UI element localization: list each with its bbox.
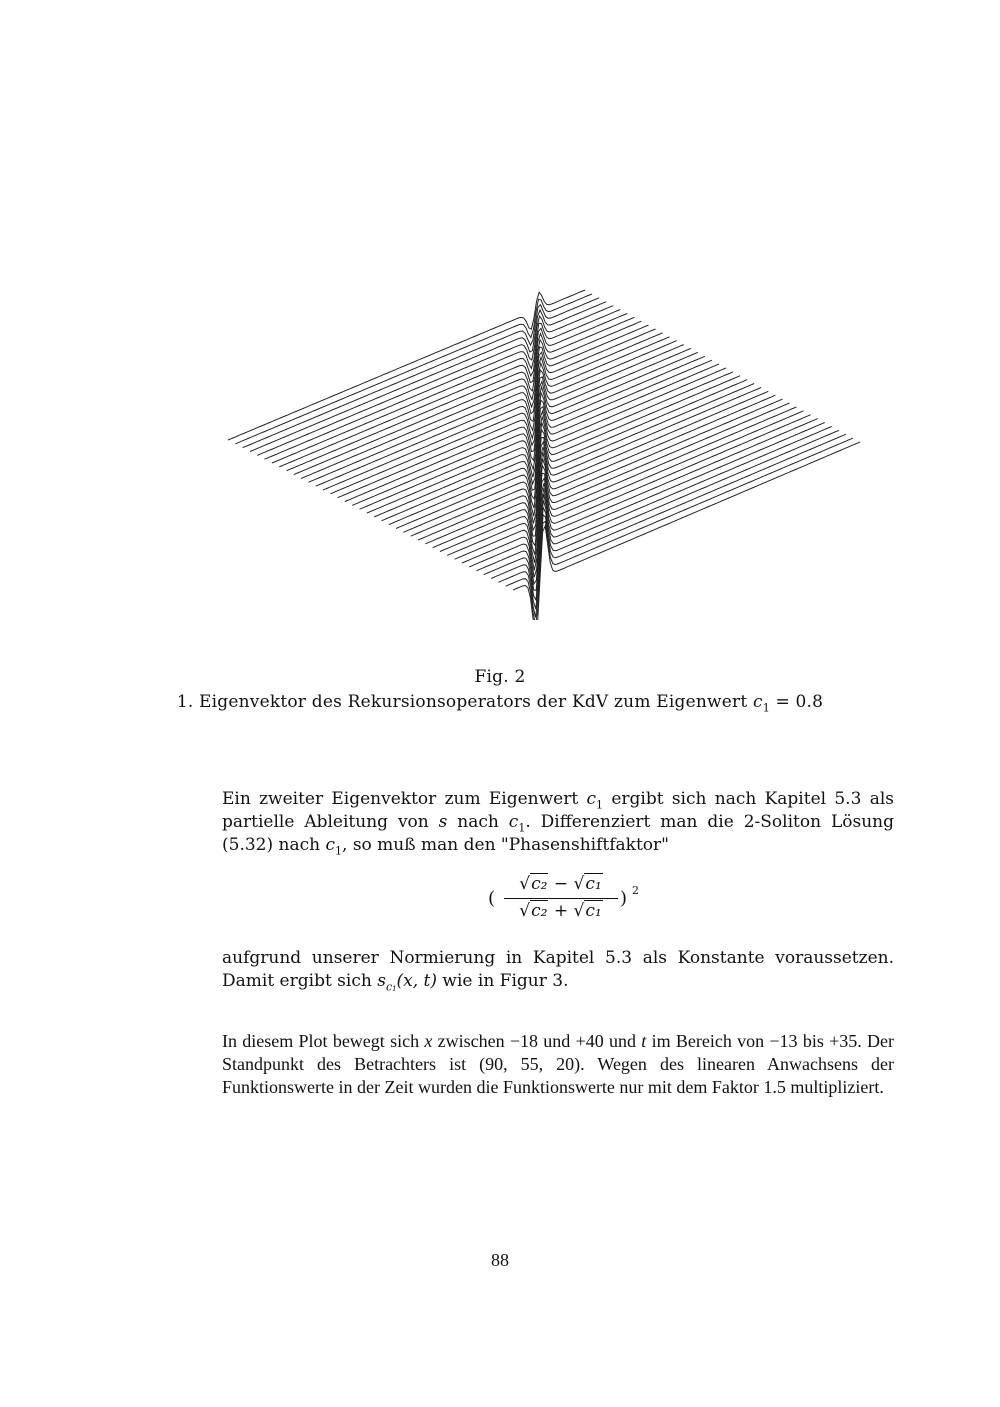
surface-curve xyxy=(338,349,691,498)
surface-curve xyxy=(228,290,585,440)
para2-args: (x, t) xyxy=(396,971,438,991)
sqrt-symbol: √ xyxy=(573,901,585,921)
formula-numerator xyxy=(502,874,620,894)
surface-curve xyxy=(279,317,634,467)
surface-curve xyxy=(294,325,649,475)
fraction-bar xyxy=(504,898,618,899)
formula-denominator xyxy=(502,901,620,921)
surface-curve xyxy=(257,306,613,456)
paragraph-eigenvector xyxy=(222,788,894,857)
para2-var-s: s xyxy=(377,971,386,991)
para1-text-3: nach xyxy=(447,812,509,832)
phase-shift-formula xyxy=(488,874,648,930)
eigenvector-surface-plot xyxy=(220,275,880,620)
para1-sub-3: 1 xyxy=(335,844,343,858)
sqrt-symbol: √ xyxy=(519,901,531,921)
para1-var-c-2: c xyxy=(508,812,519,832)
formula-exponent: 2 xyxy=(632,884,639,897)
surface-curve xyxy=(265,310,621,460)
surface-curve xyxy=(272,313,628,463)
surface-curve xyxy=(308,333,662,482)
sqrt-symbol: √ xyxy=(573,874,585,894)
formula-den-c2: c₂ xyxy=(531,901,548,921)
para2-text-1: aufgrund unserer Normierung in Kapitel 5.3 als Konstante voraussetzen. Damit ergibt sich xyxy=(222,948,894,991)
caption-text: 1. Eigenvektor des Rekursionsoperators der KdV zum Eigenwert xyxy=(176,692,753,712)
figure-caption xyxy=(0,692,1000,715)
para1-text-2: ergibt sich nach Kapitel 5.3 als partielle Ableitung von xyxy=(222,789,894,832)
para2-sub-c1: c₁ xyxy=(385,980,397,994)
para3-text-2: zwischen −18 und +40 und xyxy=(432,1031,642,1051)
surface-curve xyxy=(301,329,655,479)
formula-den-c1: c₁ xyxy=(585,901,602,921)
page-number: 88 xyxy=(491,1250,509,1270)
surface-curve xyxy=(287,321,642,471)
formula-plus: + xyxy=(548,901,574,921)
para1-var-c: c xyxy=(586,789,597,809)
formula-num-c1: c₁ xyxy=(585,874,602,894)
formula-num-c2: c₂ xyxy=(531,874,548,894)
para1-text-4: . Differenziert man die 2-Soliton Lösung (5.32) nach xyxy=(222,812,894,855)
para1-sub-1: 1 xyxy=(596,798,604,812)
para1-var-s: s xyxy=(438,812,448,832)
surface-curve xyxy=(374,368,726,517)
caption-variable: c xyxy=(752,692,763,712)
paragraph-normalization xyxy=(222,947,894,993)
surface-curve xyxy=(250,302,606,452)
formula-close-paren: ) xyxy=(620,888,628,909)
caption-value: = 0.8 xyxy=(769,692,824,712)
para1-sub-2: 1 xyxy=(518,821,526,835)
para2-text-2: wie in Figur 3. xyxy=(437,971,569,991)
caption-subscript: 1 xyxy=(762,701,770,715)
para3-text-3: im Bereich von −13 bis +35. Der Standpunkt des Betrachters ist (90, 55, 20). Wegen des linearen Anwachsens der Funktionswerte in der Zeit wurden die Funktionswerte nur mit dem Faktor 1.5 multipliziert. xyxy=(222,1031,895,1097)
surface-curve xyxy=(316,337,670,486)
para3-text-1: In diesem Plot bewegt sich xyxy=(222,1031,425,1051)
surface-curve xyxy=(345,352,698,501)
figure-label: Fig. 2 xyxy=(474,667,526,687)
surface-curve xyxy=(455,411,804,571)
surface-curve xyxy=(323,341,677,490)
para1-text-1: Ein zweiter Eigenvektor zum Eigenwert xyxy=(222,789,587,809)
formula-open-paren: ( xyxy=(488,888,496,909)
para1-text-5: , so muß man den "Phasenshiftfaktor" xyxy=(342,835,669,855)
surface-curve xyxy=(330,345,683,494)
sqrt-symbol: √ xyxy=(519,874,531,894)
paragraph-plot-description xyxy=(222,1030,894,1099)
surface-curve xyxy=(513,442,860,620)
para1-var-c-3: c xyxy=(325,835,336,855)
formula-minus: − xyxy=(548,874,574,894)
surface-curve xyxy=(491,430,839,609)
para3-var-t: t xyxy=(641,1031,647,1051)
para3-var-x: x xyxy=(424,1031,433,1051)
